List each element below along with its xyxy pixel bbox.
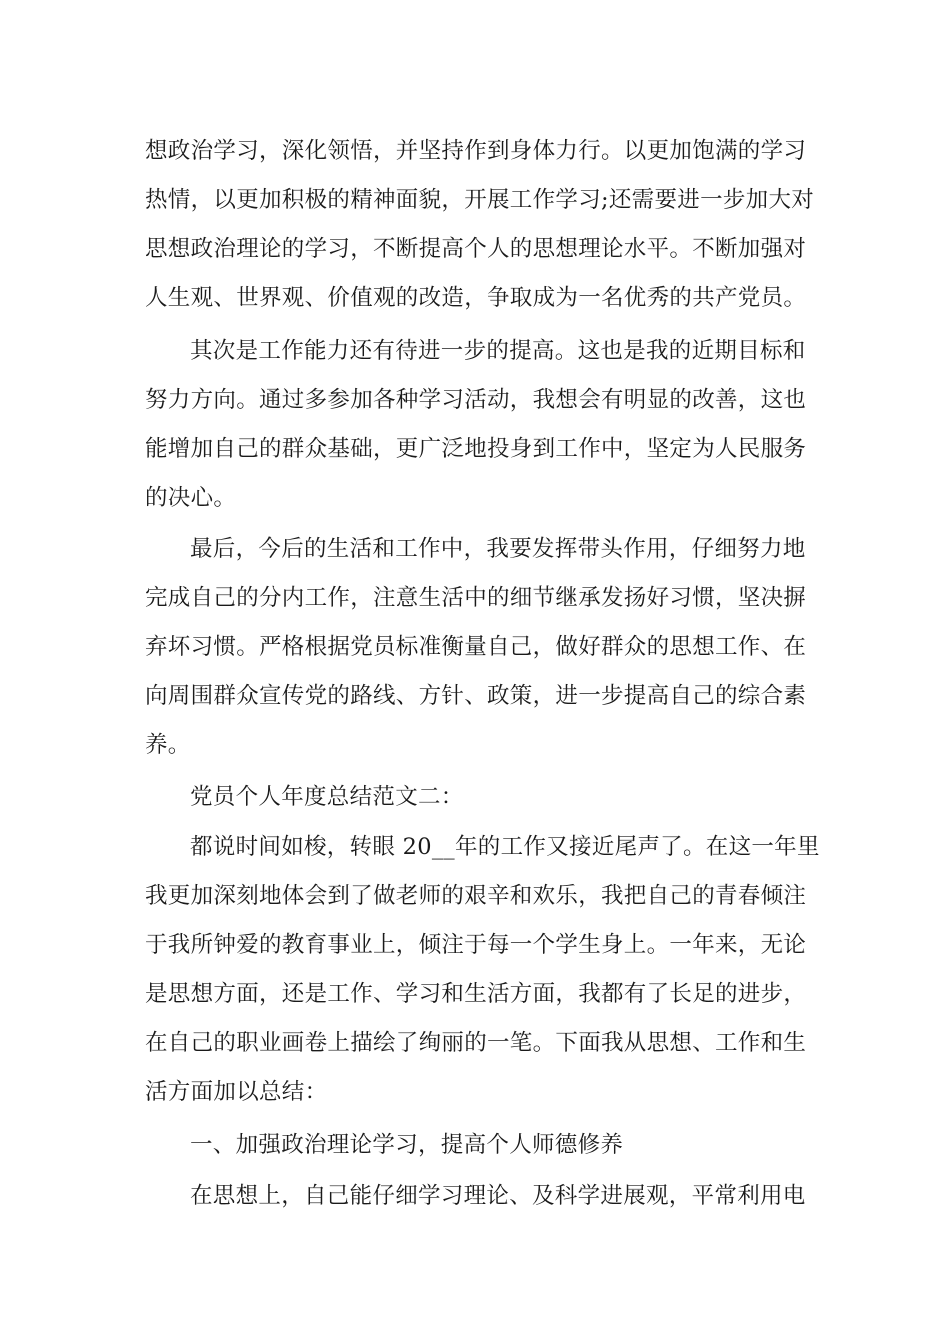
text-line: 都说时间如梭，转眼 20__年的工作又接近尾声了。在这一年里: [190, 834, 820, 860]
text-line: 在自己的职业画卷上描绘了绚丽的一笔。下面我从思想、工作和生: [145, 1030, 807, 1056]
text-line: 想政治学习，深化领悟，并坚持作到身体力行。以更加饱满的学习: [145, 138, 807, 164]
section-heading: 党员个人年度总结范文二：: [190, 784, 464, 810]
text-line: 人生观、世界观、价值观的改造，争取成为一名优秀的共产党员。: [145, 285, 807, 311]
text-line: 最后，今后的生活和工作中，我要发挥带头作用，仔细努力地: [190, 536, 806, 562]
text-line: 的决心。: [145, 485, 237, 511]
text-line: 在思想上，自己能仔细学习理论、及科学进展观，平常利用电: [190, 1183, 806, 1209]
text-line: 其次是工作能力还有待进一步的提高。这也是我的近期目标和: [190, 338, 806, 364]
text-line: 弃坏习惯。严格根据党员标准衡量自己，做好群众的思想工作、在: [145, 634, 807, 660]
text-line: 活方面加以总结：: [145, 1079, 328, 1105]
subsection-heading: 一、加强政治理论学习，提高个人师德修养: [190, 1132, 624, 1158]
text-line: 完成自己的分内工作，注意生活中的细节继承发扬好习惯，坚决摒: [145, 585, 807, 611]
text-line: 是思想方面，还是工作、学习和生活方面，我都有了长足的进步，: [145, 981, 807, 1007]
text-line: 努力方向。通过多参加各种学习活动，我想会有明显的改善，这也: [145, 387, 807, 413]
text-line: 思想政治理论的学习，不断提高个人的思想理论水平。不断加强对: [145, 236, 807, 262]
text-line: 养。: [145, 732, 191, 758]
text-line: 于我所钟爱的教育事业上，倾注于每一个学生身上。一年来，无论: [145, 932, 807, 958]
text-line: 向周围群众宣传党的路线、方针、政策，进一步提高自己的综合素: [145, 683, 807, 709]
text-line: 我更加深刻地体会到了做老师的艰辛和欢乐，我把自己的青春倾注: [145, 883, 807, 909]
text-line: 能增加自己的群众基础，更广泛地投身到工作中，坚定为人民服务: [145, 436, 807, 462]
text-line: 热情，以更加积极的精神面貌，开展工作学习;还需要进一步加大对: [145, 187, 815, 213]
